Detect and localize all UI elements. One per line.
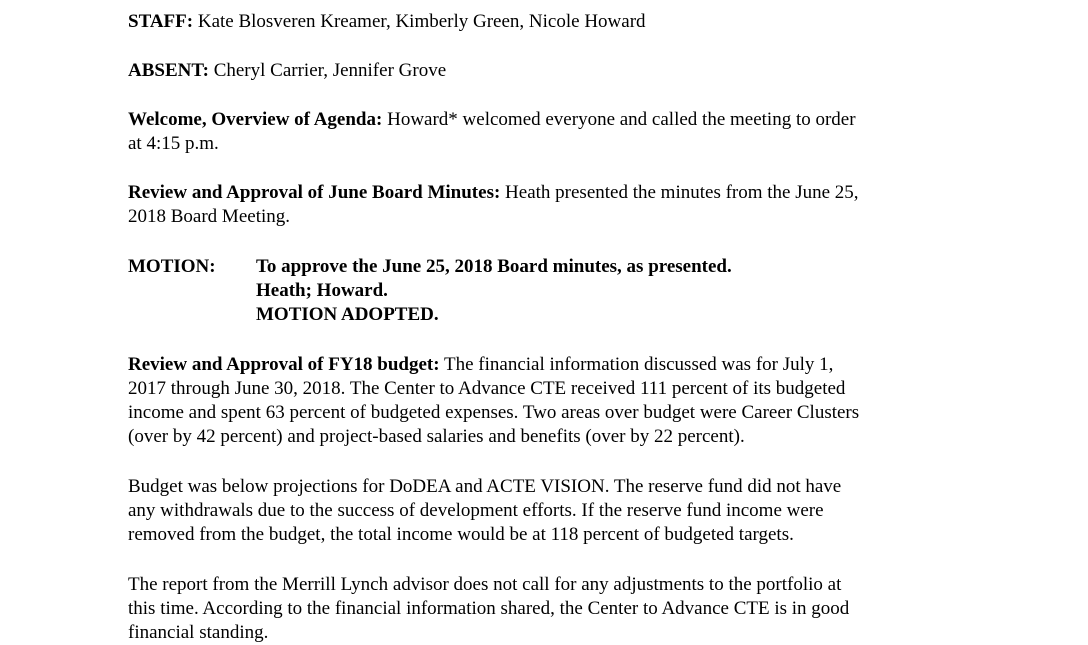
staff-label: STAFF: xyxy=(128,11,194,32)
review-budget-label: Review and Approval of FY18 budget: xyxy=(128,354,440,375)
staff-names: Kate Blosveren Kreamer, Kimberly Green, Nicole Howard xyxy=(193,11,646,32)
review-minutes-label: Review and Approval of June Board Minutes: xyxy=(128,182,501,203)
review-budget-line2: 2017 through June 30, 2018. The Center to Advance CTE received 111 percent of its budgeted xyxy=(128,378,846,399)
welcome-label: Welcome, Overview of Agenda: xyxy=(128,109,383,130)
budget-para-line3: removed from the budget, the total income would be at 118 percent of budgeted targets. xyxy=(128,524,794,545)
absent-names: Cheryl Carrier, Jennifer Grove xyxy=(208,60,447,81)
welcome-text: Howard* welcomed everyone and called the meeting to order xyxy=(382,109,856,130)
motion-label: MOTION: xyxy=(128,256,216,277)
staff-paragraph xyxy=(128,10,646,34)
motion-text-line2: Heath; Howard. xyxy=(256,280,388,301)
budget-para-line2: any withdrawals due to the success of development efforts. If the reserve fund income were xyxy=(128,500,824,521)
welcome-paragraph-line1 xyxy=(128,108,856,132)
motion-text-line1: To approve the June 25, 2018 Board minutes, as presented. xyxy=(256,256,732,277)
budget-para-line1: Budget was below projections for DoDEA and ACTE VISION. The reserve fund did not have xyxy=(128,476,842,497)
review-budget-line1 xyxy=(128,353,833,377)
review-minutes-text: Heath presented the minutes from the June 25, xyxy=(500,182,859,203)
absent-paragraph xyxy=(128,59,446,83)
motion-text-line3: MOTION ADOPTED. xyxy=(256,304,439,325)
report-para-line3: financial standing. xyxy=(128,622,269,643)
welcome-paragraph-line2: at 4:15 p.m. xyxy=(128,133,219,154)
report-para-line2: this time. According to the financial information shared, the Center to Advance CTE is in good xyxy=(128,598,850,619)
review-minutes-line1 xyxy=(128,181,859,205)
review-budget-line3: income and spent 63 percent of budgeted expenses. Two areas over budget were Career Clusters xyxy=(128,402,860,423)
report-para-line1: The report from the Merrill Lynch advisor does not call for any adjustments to the portfolio at xyxy=(128,574,842,595)
review-budget-text: The financial information discussed was for July 1, xyxy=(439,354,834,375)
review-budget-line4: (over by 42 percent) and project-based salaries and benefits (over by 22 percent). xyxy=(128,426,745,447)
absent-label: ABSENT: xyxy=(128,60,209,81)
review-minutes-line2: 2018 Board Meeting. xyxy=(128,206,291,227)
